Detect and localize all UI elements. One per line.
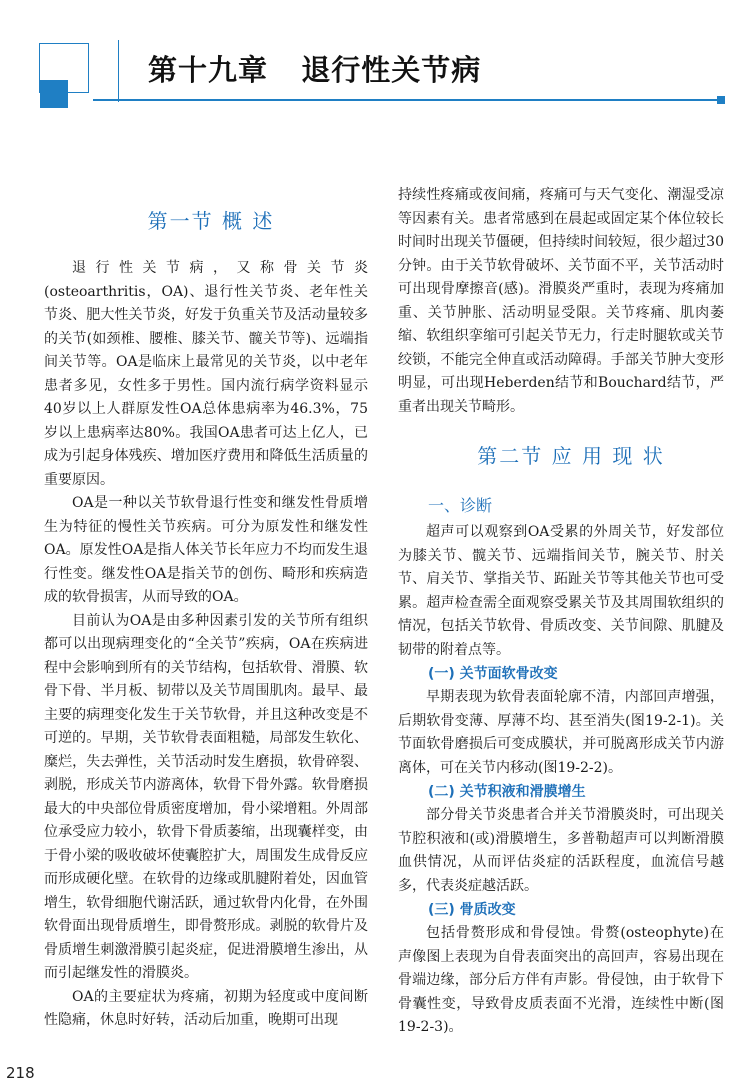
- paragraph-continued: 持续性疼痛或夜间痛，疼痛可与天气变化、潮湿受凉等因素有关。患者常感到在晨起或固定某个体位较长时间时出现关节僵硬，但持续时间较短，很少超过30分钟。由于关节软骨破坏、关节面不平，关节活动时可出现骨摩擦音(感)。滑膜炎严重时，表现为疼痛加重、关节肿胀、活动明显受限。关节疼痛、肌肉萎缩、软组织挛缩可引起关节无力，行走时腿软或关节绞锁，不能完全伸直或活动障碍。手部关节肿大变形明显，可出现Heberden结节和Bouchard结节，严重者出现关节畸形。: [398, 187, 724, 415]
- paragraph: 包括骨赘形成和骨侵蚀。骨赘(osteophyte)在声像图上表现为自骨表面突出的高回声，容易出现在骨端边缘，部分后方伴有声影。骨侵蚀，由于软骨下骨囊性变，导致骨皮质表面不光滑，连续性中断(图19-2-3)。: [398, 925, 724, 1035]
- item-heading: (一) 关节面软骨改变: [428, 666, 558, 682]
- paragraph: OA的主要症状为疼痛，初期为轻度或中度间断性隐痛，休息时好转，活动后加重，晚期可出现: [44, 988, 368, 1028]
- right-column: [398, 184, 724, 1040]
- subsection-title: 一、诊断: [428, 496, 493, 515]
- decorative-square-solid: [40, 80, 68, 108]
- header-rule: [93, 99, 719, 101]
- paragraph: 目前认为OA是由多种因素引发的关节所有组织都可以出现病理变化的“全关节”疾病，OA在疾病进程中会影响到所有的关节结构，包括软骨、滑膜、软骨下骨、半月板、韧带以及关节周围肌肉。最早、最主要的病理变化发生于关节软骨，并且这种改变是不可逆的。早期，关节软骨表面粗糙，局部发生软化、糜烂，失去弹性，关节活动时发生磨损，软骨碎裂、剥脱，形成关节内游离体，软骨下骨外露。软骨磨损最大的中央部位骨质密度增加，骨小梁增粗。外周部位承受应力较小，软骨下骨质萎缩，出现囊样变，由于骨小梁的吸收破坏使囊腔扩大，周围发生成骨反应而形成硬化壁。在软骨的边缘或肌腱附着处，因血管增生，软骨细胞代谢活跃，通过软骨内化骨，在外围软骨面出现骨质增生，即骨赘形成。剥脱的软骨片及骨质增生刺激滑膜引起炎症，促进滑膜增生渗出，从而引起继发性的滑膜炎。: [44, 612, 368, 981]
- paragraph: 超声可以观察到OA受累的外周关节，好发部位为膝关节、髋关节、远端指间关节，腕关节、肘关节、肩关节、掌指关节、跖趾关节等其他关节也可受累。超声检查需全面观察受累关节及其周围软组织的情况，包括关节软骨、骨质改变、关节间隙、肌腱及韧带的附着点等。: [398, 524, 724, 658]
- paragraph: OA是一种以关节软骨退行性变和继发性骨质增生为特征的慢性关节疾病。可分为原发性和继发性OA。原发性OA是指人体关节长年应力不均而发生退行性变。继发性OA是指关节的创伤、畸形和疾病造成的软骨损害，从而导致的OA。: [44, 495, 368, 605]
- paragraph: 早期表现为软骨表面轮廓不清，内部回声增强，后期软骨变薄、厚薄不均、甚至消失(图19-2-1)。关节面软骨磨损后可变成膜状，并可脱离形成关节内游离体，可在关节内移动(图19-2-2)。: [398, 689, 724, 776]
- section-1-title: 第一节 概 述: [147, 209, 275, 233]
- section-2-title: 第二节 应 用 现 状: [477, 444, 665, 468]
- header-rule-end-square: [717, 96, 725, 104]
- left-column: [44, 180, 368, 1033]
- item-heading: (二) 关节积液和滑膜增生: [428, 784, 586, 800]
- chapter-title: 第十九章 退行性关节病: [148, 53, 482, 87]
- paragraph: 退行性关节病，又称骨关节炎(osteoarthritis，OA)、退行性关节炎、老年性关节炎、肥大性关节炎，好发于负重关节及活动量较多的关节(如颈椎、腰椎、膝关节、髋关节等)、远端指间关节等。OA是临床上最常见的关节炎，以中老年患者多见，女性多于男性。国内流行病学资料显示40岁以上人群原发性OA总体患病率为46.3%，75岁以上患病率达80%。我国OA患者可达上亿人，已成为引起身体残疾、增加医疗费用和降低生活质量的重要原因。: [44, 260, 368, 488]
- paragraph: 部分骨关节炎患者合并关节滑膜炎时，可出现关节腔积液和(或)滑膜增生，多普勒超声可以判断滑膜血供情况，从而评估炎症的活跃程度，血流信号越多，代表炎症越活跃。: [398, 807, 724, 894]
- page-number: 218: [6, 1064, 35, 1082]
- decorative-vertical-rule: [118, 40, 119, 102]
- item-heading: (三) 骨质改变: [428, 902, 516, 918]
